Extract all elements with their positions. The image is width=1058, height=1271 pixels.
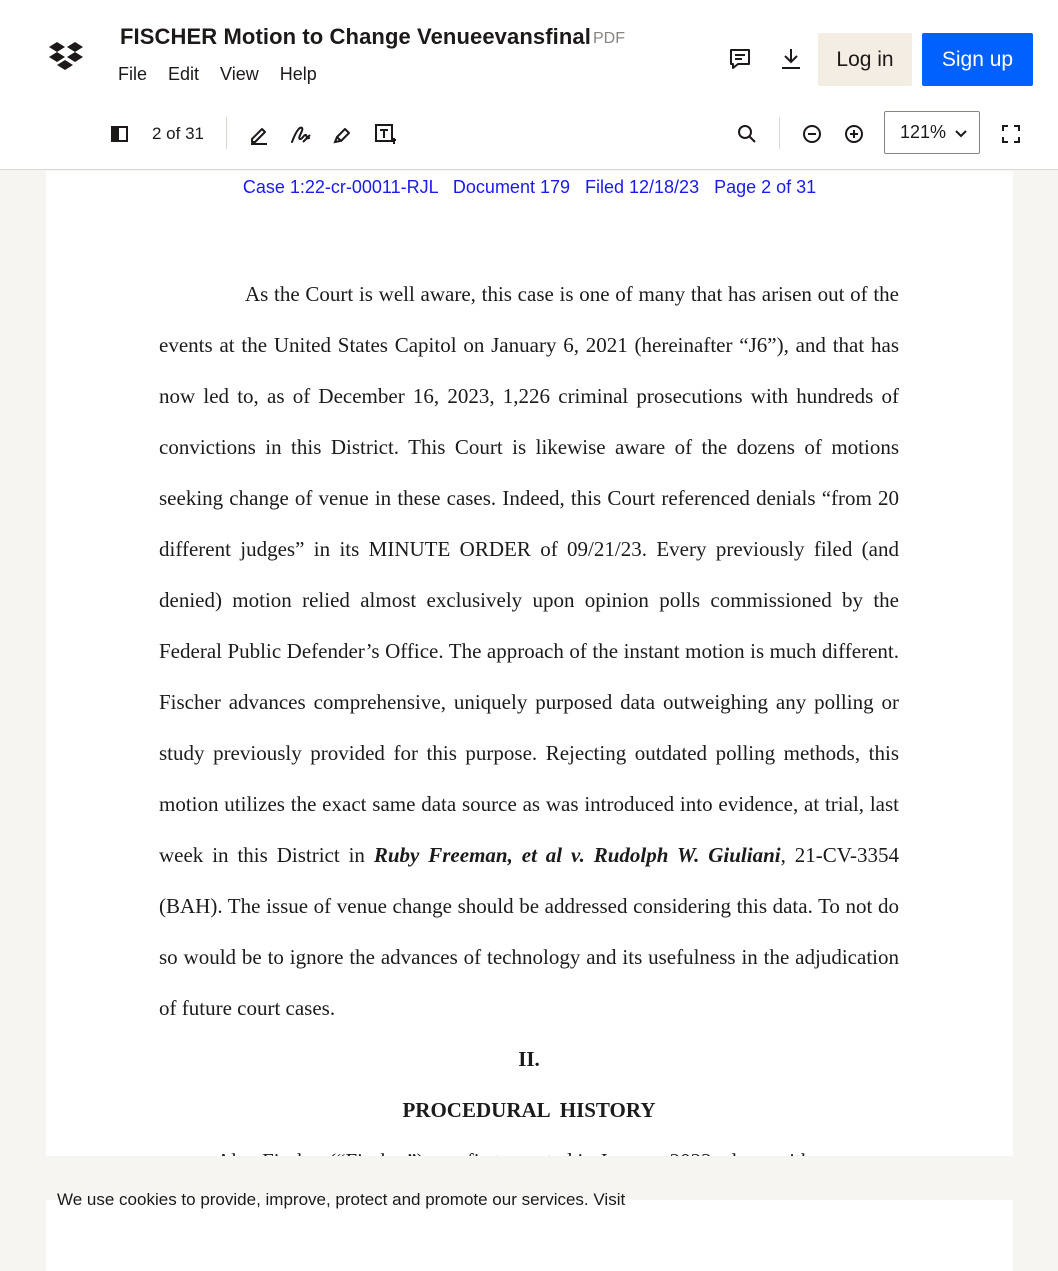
zoom-dropdown[interactable] [884,111,980,154]
cookie-banner [0,1156,1058,1209]
file-type-label: PDF [593,30,625,47]
sidebar-toggle-icon[interactable] [108,122,132,146]
fullscreen-icon[interactable] [999,122,1023,146]
paragraph-text: As the Court is well aware, this case is one of many that has arisen out of the events at the United States Capitol on January 6, 2021 (hereinafter “J6”), and that has now led to, as of December 16, 2023, 1,226 criminal prosecutions with hundreds of convictions in this District. This Court is likewise aware of the dozens of motions seeking change of venue in these cases. Indeed, this Court referenced denials “from 20 different judges” in its MINUTE ORDER of 09/21/23. Every previously filed (and denied) motion relied almost exclusively upon opinion polls commissioned by the Federal Public Defender’s Office. The approach of the instant motion is much different. Fischer advances comprehensive, uniquely purposed data outweighing any polling or study previously provided for this purpose. Rejecting outdated polling methods, this motion utilizes the exact same data source as was introduced into evidence, at trial, last week in this District in [159,282,899,867]
document-body [159,269,899,1187]
chevron-down-icon [954,126,968,140]
text-box-icon[interactable] [373,122,397,146]
comment-icon[interactable] [727,46,753,72]
zoom-value: 121% [900,122,947,142]
menu-edit[interactable]: Edit [168,64,200,84]
menu-file[interactable]: File [118,64,148,84]
cookie-banner-text: We use cookies to provide, improve, protect and promote our services. Visit [57,1190,626,1209]
search-icon[interactable] [735,122,759,146]
login-button[interactable]: Log in [818,33,912,86]
download-icon[interactable] [778,46,804,72]
signup-button[interactable]: Sign up [922,33,1033,86]
zoom-out-icon[interactable] [800,122,824,146]
page-indicator[interactable]: 2 of 31 [152,124,204,143]
paragraph-text: , 21-CV-3354 (BAH). The issue of venue change should be addressed considering this data. To not do so would be to ignore the advances of technology and its usefulness in the adjudication of future court cases. [159,843,899,1020]
document-title: FISCHER Motion to Change Venueevansfinal [120,24,591,49]
highlighter-icon[interactable] [331,122,355,146]
toolbar-divider [226,117,227,149]
signature-icon[interactable] [289,122,313,146]
toolbar-divider [779,117,780,149]
pdf-toolbar [0,100,1058,170]
dropbox-logo-icon[interactable] [48,40,84,76]
app-header [0,0,1058,100]
pdf-viewer[interactable] [0,171,1058,1156]
section-title: PROCEDURAL HISTORY [402,1098,656,1122]
zoom-in-icon[interactable] [842,122,866,146]
menu-help[interactable]: Help [279,64,317,84]
case-header: Case 1:22-cr-00011-RJL Document 179 Filed 12/18/23 Page 2 of 31 [242,177,817,197]
menu-view[interactable]: View [220,64,259,84]
menu-bar [118,64,338,85]
paragraph [159,269,899,1034]
pen-icon[interactable] [247,122,271,146]
case-citation: Ruby Freeman, et al v. Rudolph W. Giuliani [373,843,781,867]
pdf-page [46,171,1013,1271]
section-number: II. [518,1047,540,1071]
